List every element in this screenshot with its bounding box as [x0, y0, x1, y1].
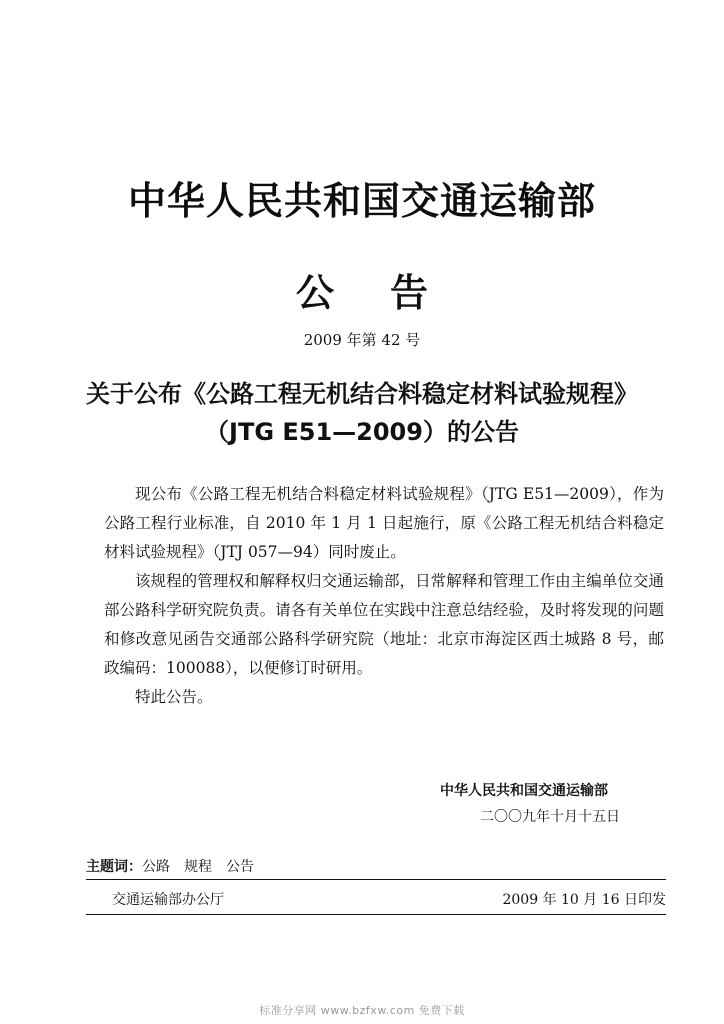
issue-date: 二〇〇九年十月十五日	[480, 809, 620, 825]
print-date: 2009 年 10 月 16 日印发	[502, 892, 666, 908]
issuing-office: 交通运输部办公厅	[112, 892, 224, 908]
subject-terms-label: 主题词：	[86, 859, 142, 875]
notice-heading	[0, 262, 724, 317]
issuer-name: 中华人民共和国交通运输部	[440, 783, 608, 799]
body-paragraph-announcement: 现公布《公路工程无机结合料稳定材料试验规程》（JTG E51—2009），作为公路工程行业标准，自 2010 年 1 月 1 日起施行，原《公路工程无机结合料稳定材料试验规程》（JTJ 057—94）同时废止。	[104, 485, 664, 561]
ministry-title: 中华人民共和国交通运输部	[127, 179, 596, 223]
footer-divider-bottom	[86, 914, 666, 915]
document-title-line-1: 关于公布《公路工程无机结合料稳定材料试验规程》	[86, 380, 638, 408]
subject-terms: 公路 规程 公告	[142, 859, 254, 875]
watermark: 标准分享网 www.bzfxw.com 免费下载	[259, 1004, 465, 1017]
body-paragraph-administration: 该规程的管理权和解释权归交通运输部，日常解释和管理工作由主编单位交通部公路科学研究院负责。请各有关单位在实践中注意总结经验，及时将发现的问题和修改意见函告交通部公路科学研究院（地址：北京市海淀区西土城路 8 号，邮政编码：100088），以便修订时研用。	[104, 572, 664, 677]
body-text	[104, 480, 664, 712]
notice-heading-char-1: 公	[295, 271, 334, 315]
body-paragraph-closing: 特此公告。	[135, 688, 213, 706]
document-title-line-2: （JTG E51—2009）的公告	[205, 418, 519, 446]
document-number: 2009 年第 42 号	[303, 331, 421, 349]
footer-divider-top	[86, 879, 666, 880]
notice-heading-char-2: 告	[390, 271, 429, 315]
subject-terms-line	[86, 856, 666, 876]
